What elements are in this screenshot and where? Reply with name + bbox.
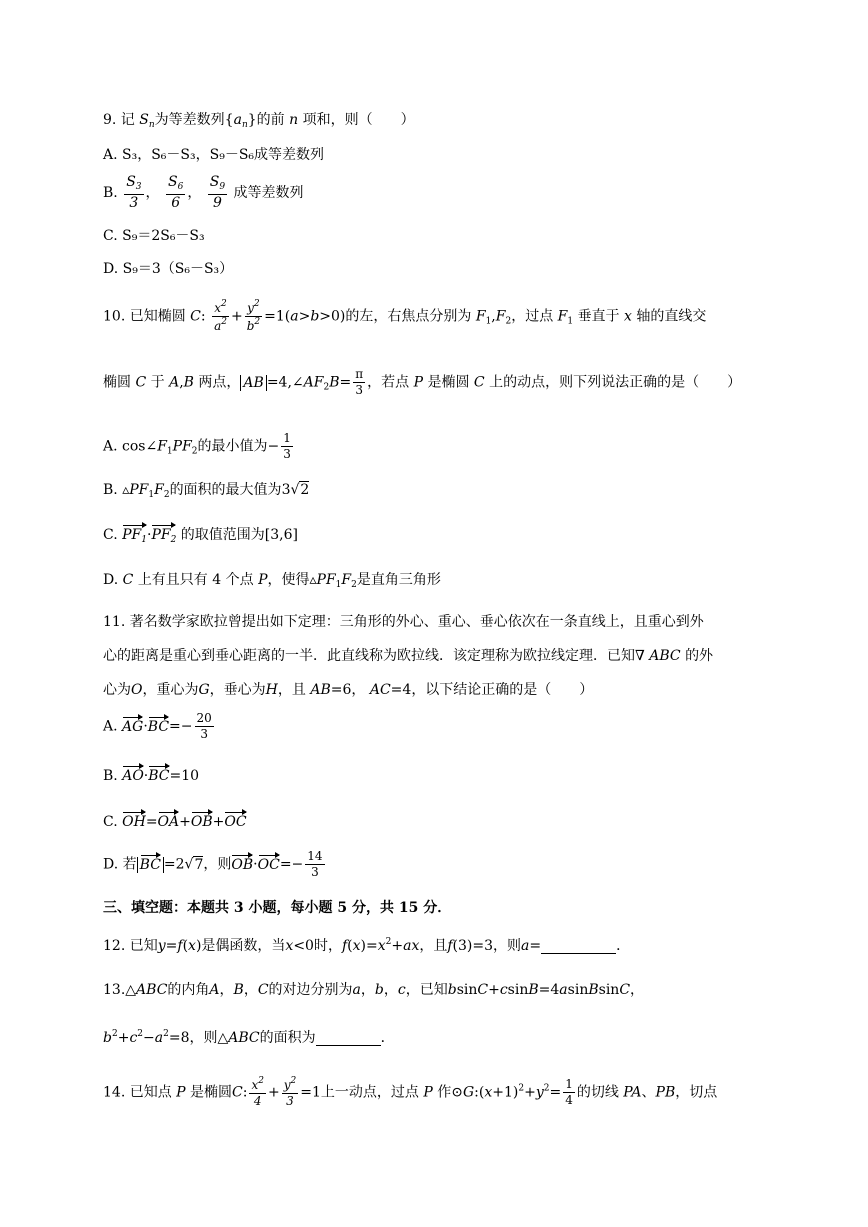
q10-stem-line2: 椭圆 C 于 A,B 两点， AB $=4,\angle AF_2B=$ $\frac{\pi}{3}$ ，若点 P 是椭圆 C 上的动点，则下列说法正确的是（ ） [103, 367, 742, 398]
q10-option-b: B. $▵PF_1F_2$的面积的最大值为3√2 [103, 482, 310, 500]
q10-option-a: A. $\cos\angle F_1PF_2$的最小值为− $\frac{1}{3}$ [103, 431, 291, 462]
q10-option-c: C. $PF_1\cdot PF_2$ 的取值范围为[3,6] [103, 527, 298, 545]
q11-option-a: A. AG·BC=− $\frac{20}{3}$ [103, 711, 212, 742]
q11-option-c: C. OH=OA+OB+OC [103, 814, 247, 830]
q11-option-d: D. 若 BC =2√7，则OB·OC=− $\frac{14}{3}$ [103, 849, 323, 880]
q10-stem-line1: 10. 已知椭圆 C: $\frac{x^2}{a^2}$ + $\frac{y^2}{b^2}$ =1(a>b>0)的左，右焦点分别为 $F_1,F_2$，过点 $F_1$ 垂直于 x 轴的直线交 [103, 299, 707, 334]
q10-option-d: D. C 上有且只有 4 个点 P，使得$▵PF_1F_2$是直角三角形 [103, 572, 441, 590]
q13-answer-blank[interactable] [316, 1031, 381, 1046]
q12-stem: 12. 已知y=f(x)是偶函数，当x<0时，$f(x)=x^2+ax$，且f(3)=3，则a= ． [103, 937, 631, 954]
q9-stem: 9. 记 $S_n$为等差数列$\{a_n\}$的前 n 项和，则（ ） [103, 112, 415, 130]
section-heading: 三、填空题：本题共 3 小题，每小题 5 分，共 15 分． [103, 900, 452, 916]
q9-option-c: C. S₉＝2S₆－S₃ [103, 228, 205, 244]
q13-stem-line1: 13.△ABC的内角A，B，C的对边分别为a，b，c，已知bsinC+csinB=4asinBsinC， [103, 982, 645, 998]
q9-option-d: D. S₉＝3（S₆－S₃） [103, 261, 234, 277]
q11-stem-line2: 心的距离是重心到垂心距离的一半．此直线称为欧拉线．该定理称为欧拉线定理．已知∇ ABC 的外 [103, 648, 714, 664]
q11-stem-line3: 心为O，重心为G，垂心为H，且 AB=6， AC=4，以下结论正确的是（ ） [103, 682, 594, 698]
q13-stem-line2: $b^2+c^2-a^2=8$，则△ABC的面积为 ． [103, 1029, 395, 1046]
q9-option-b: B. $\frac{S_3}{3}$ ， $\frac{S_6}{6}$ ， $\frac{S_9}{9}$ 成等差数列 [103, 174, 304, 211]
q12-answer-blank[interactable] [541, 939, 616, 954]
q14-stem: 14. 已知点 P 是椭圆C: $\frac{x^2}{4}$ + $\frac{y^2}{3}$ =1上一动点，过点 P 作$⊙G:(x+1)^2+y^2=$ $\frac{1}{4}$ 的切线 PA、PB，切点 [103, 1076, 718, 1109]
q11-stem-line1: 11. 著名数学家欧拉曾提出如下定理：三角形的外心、重心、垂心依次在一条直线上，且重心到外 [103, 614, 704, 630]
q9-option-a: A. S₃，S₆－S₃，S₉－S₆成等差数列 [103, 147, 325, 163]
q11-option-b: B. AO·BC=10 [103, 768, 200, 784]
